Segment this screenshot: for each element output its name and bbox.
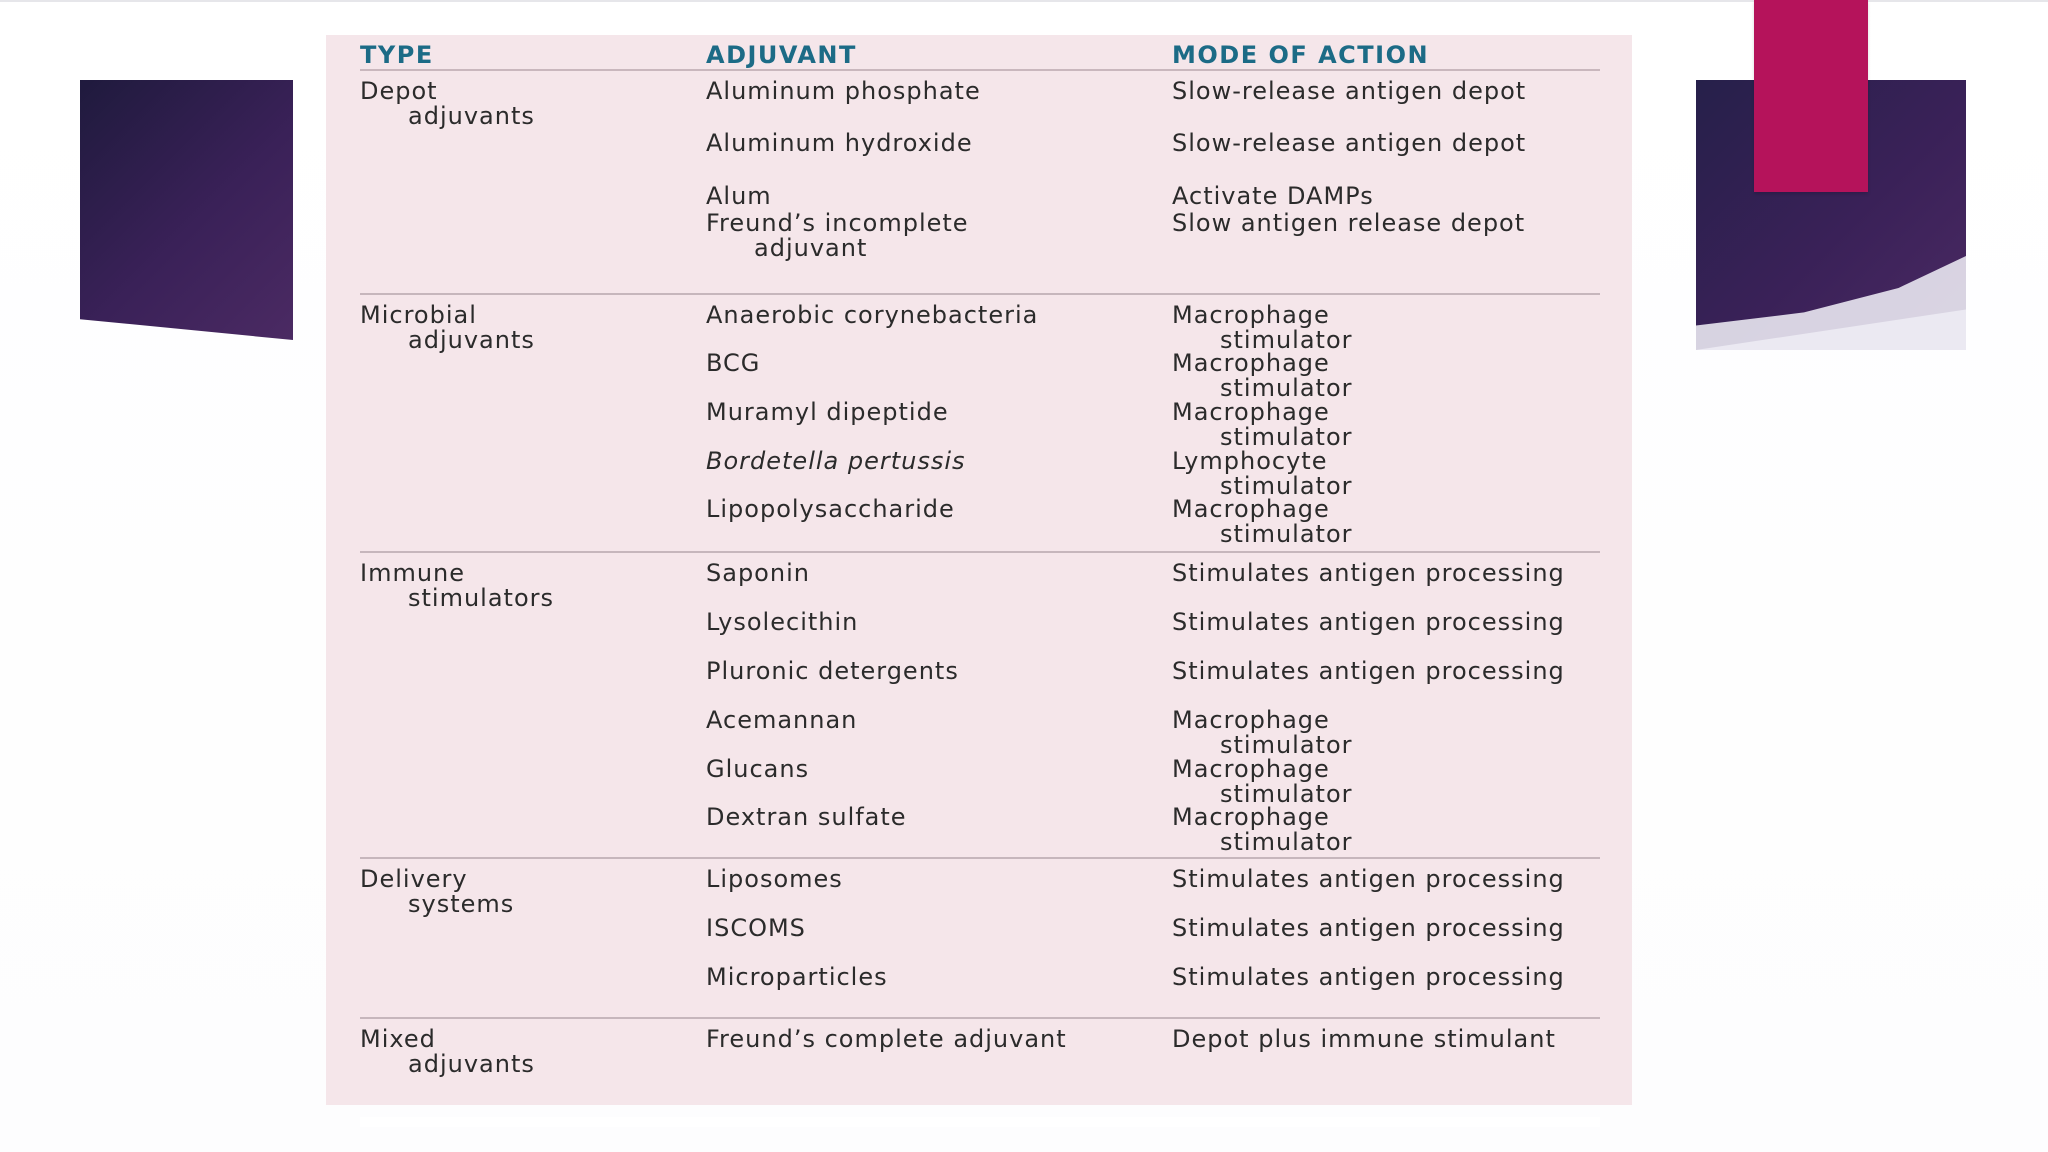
cell-adjuvant: Lysolecithin bbox=[706, 608, 859, 636]
cell-adjuvant: Dextran sulfate bbox=[706, 803, 907, 831]
cell-mode: Macrophage stimulator bbox=[1172, 349, 1353, 402]
cell-adjuvant: Saponin bbox=[706, 559, 810, 587]
cell-mode: Depot plus immune stimulant bbox=[1172, 1025, 1556, 1053]
group-rows bbox=[706, 867, 1600, 1017]
table-row bbox=[706, 1027, 1600, 1083]
group-type-line1: Microbial bbox=[360, 301, 477, 329]
cell-adjuvant: Anaerobic corynebacteria bbox=[706, 301, 1039, 329]
accent-bar bbox=[1754, 0, 1868, 192]
cell-mode: Activate DAMPs bbox=[1172, 182, 1374, 210]
group-type-label bbox=[360, 867, 706, 1017]
group-type-line2: adjuvants bbox=[408, 326, 535, 354]
table-row bbox=[706, 351, 1600, 400]
table-row bbox=[706, 561, 1600, 610]
table-bottom-rule bbox=[360, 1117, 1600, 1127]
cell-mode: Macrophage stimulator bbox=[1172, 301, 1353, 354]
cell-mode: Stimulates antigen processing bbox=[1172, 914, 1565, 942]
cell-adjuvant: Liposomes bbox=[706, 865, 843, 893]
header-type: TYPE bbox=[360, 41, 434, 69]
cell-mode: Macrophage stimulator bbox=[1172, 755, 1353, 808]
table-header-row bbox=[360, 35, 1600, 71]
group-rows bbox=[706, 79, 1600, 293]
group-type-line1: Immune bbox=[360, 559, 466, 587]
cell-mode: Macrophage stimulator bbox=[1172, 706, 1353, 759]
group-type-line1: Depot bbox=[360, 77, 438, 105]
table-row bbox=[706, 916, 1600, 965]
cell-mode: Slow-release antigen depot bbox=[1172, 129, 1527, 157]
cell-adjuvant: Freund’s complete adjuvant bbox=[706, 1025, 1067, 1053]
group-type-line2: stimulators bbox=[408, 584, 555, 612]
cell-mode: Macrophage stimulator bbox=[1172, 398, 1353, 451]
adjuvant-table bbox=[360, 35, 1600, 1085]
left-decorative-banner bbox=[80, 80, 293, 340]
table-row bbox=[706, 659, 1600, 708]
cell-adjuvant: ISCOMS bbox=[706, 914, 806, 942]
group-type-line1: Mixed bbox=[360, 1025, 436, 1053]
table-group-microbial bbox=[360, 295, 1600, 553]
cell-adjuvant: Glucans bbox=[706, 755, 810, 783]
cell-adjuvant: Muramyl dipeptide bbox=[706, 398, 949, 426]
table-row bbox=[706, 965, 1600, 1017]
header-adjuvant: ADJUVANT bbox=[706, 41, 857, 69]
cell-adjuvant: Alum bbox=[706, 182, 772, 210]
group-rows bbox=[706, 303, 1600, 551]
cell-mode: Macrophage stimulator bbox=[1172, 803, 1353, 856]
cell-adjuvant: Microparticles bbox=[706, 963, 888, 991]
cell-mode: Slow antigen release depot bbox=[1172, 209, 1526, 237]
group-type-label bbox=[360, 79, 706, 293]
table-row bbox=[706, 755, 1600, 808]
group-type-label bbox=[360, 561, 706, 857]
table-row bbox=[706, 79, 1600, 131]
group-type-label bbox=[360, 1027, 706, 1085]
table-row bbox=[706, 184, 1600, 211]
cell-adjuvant: Aluminum hydroxide bbox=[706, 129, 973, 157]
group-type-line2: systems bbox=[408, 890, 515, 918]
table-row bbox=[706, 301, 1600, 354]
cell-adjuvant: Lipopolysaccharide bbox=[706, 495, 955, 523]
group-type-line1: Delivery bbox=[360, 865, 468, 893]
cell-adjuvant: Pluronic detergents bbox=[706, 657, 959, 685]
table-row bbox=[706, 610, 1600, 659]
top-rule bbox=[0, 0, 2048, 2]
cell-mode: Stimulates antigen processing bbox=[1172, 963, 1565, 991]
cell-mode: Stimulates antigen processing bbox=[1172, 865, 1565, 893]
cell-mode: Stimulates antigen processing bbox=[1172, 559, 1565, 587]
cell-adjuvant: Aluminum phosphate bbox=[706, 77, 981, 105]
table-row bbox=[706, 497, 1600, 549]
table-row bbox=[706, 447, 1600, 500]
group-type-line2: adjuvants bbox=[408, 1050, 535, 1078]
cell-adjuvant: Bordetella pertussis bbox=[706, 447, 966, 475]
cell-mode: Slow-release antigen depot bbox=[1172, 77, 1527, 105]
table-row bbox=[706, 211, 1600, 291]
table-row bbox=[706, 131, 1600, 184]
cell-mode: Lymphocyte stimulator bbox=[1172, 447, 1353, 500]
cell-adjuvant: Freund’s incomplete adjuvant bbox=[706, 209, 969, 262]
group-type-label bbox=[360, 303, 706, 551]
cell-mode: Stimulates antigen processing bbox=[1172, 608, 1565, 636]
group-rows bbox=[706, 561, 1600, 857]
adjuvant-table-panel bbox=[326, 35, 1632, 1105]
table-row bbox=[706, 867, 1600, 916]
group-type-line2: adjuvants bbox=[408, 102, 535, 130]
table-group-depot bbox=[360, 71, 1600, 295]
table-row bbox=[706, 805, 1600, 857]
table-row bbox=[706, 400, 1600, 449]
table-group-delivery-systems bbox=[360, 859, 1600, 1019]
cell-mode: Macrophage stimulator bbox=[1172, 495, 1353, 548]
table-group-mixed bbox=[360, 1019, 1600, 1085]
group-rows bbox=[706, 1027, 1600, 1085]
header-mode-of-action: MODE OF ACTION bbox=[1172, 41, 1430, 69]
cell-adjuvant: Acemannan bbox=[706, 706, 858, 734]
cell-adjuvant: BCG bbox=[706, 349, 761, 377]
table-row bbox=[706, 708, 1600, 757]
cell-mode: Stimulates antigen processing bbox=[1172, 657, 1565, 685]
table-group-immune-stimulators bbox=[360, 553, 1600, 859]
